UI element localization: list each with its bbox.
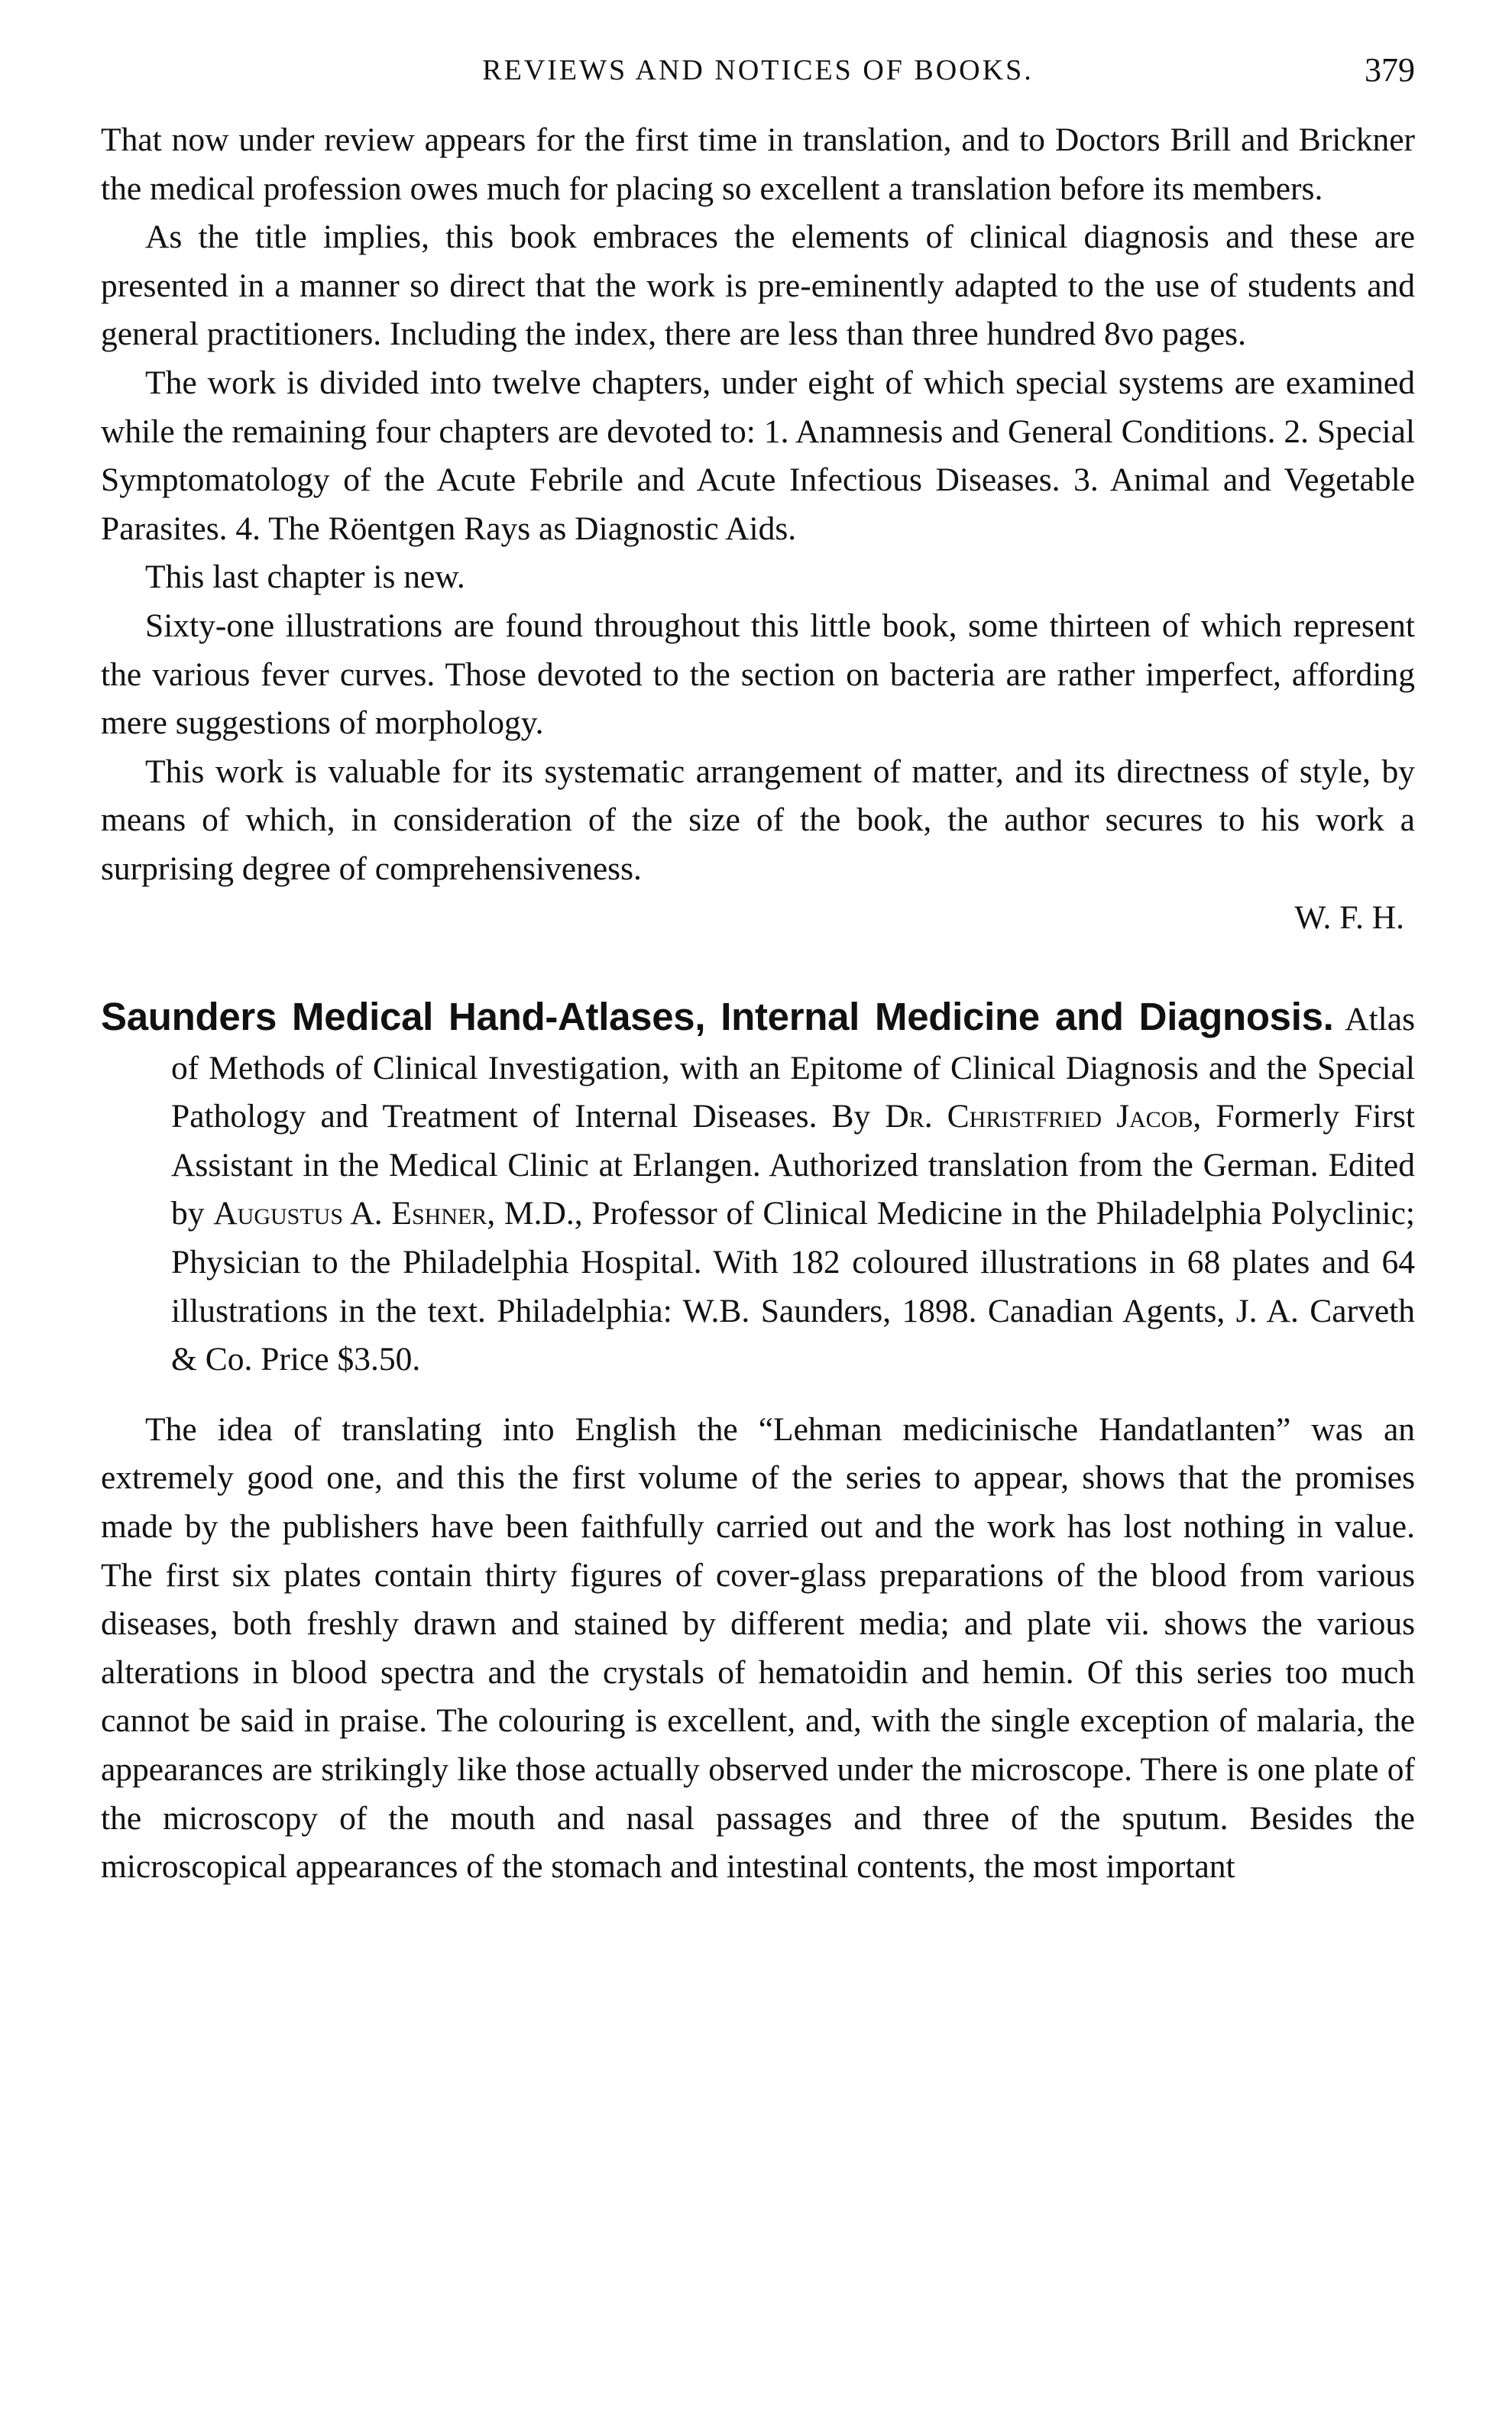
running-head — [101, 46, 1415, 99]
running-title: REVIEWS AND NOTICES OF BOOKS. — [482, 54, 1034, 86]
review-paragraph: Sixty-one illustrations are found throughout this little book, some thirteen of which represent the various fever curves. Those devoted to the section on bacteria are rather imperfect, affording mere suggestions of morphology. — [101, 607, 1415, 742]
review-paragraph: The idea of translating into English the “Lehman medicinische Handatlanten” was an extremely good one, and this the first volume of the series to appear, shows that the promises made by the publishers have been faithfully carried out and the work has lost nothing in value. The first six plates contain thirty figures of cover-glass preparations of the blood from various diseases, both freshly drawn and stained by different media; and plate vii. shows the various alterations in blood spectra and the crystals of hematoidin and hemin. Of this series too much cannot be said in praise. The colouring is excellent, and, with the single exception of malaria, the appearances are strikingly like those actually observed under the microscope. There is one plate of the microscopy of the mouth and nasal passages and three of the sputum. Besides the microscopical appearances of the stomach and intestinal contents, the most important — [101, 1410, 1415, 1886]
reviewer-initials: W. F. H. — [1294, 899, 1404, 936]
book-author: Dr. Christfried Jacob — [885, 1098, 1193, 1135]
page-number: 379 — [1365, 51, 1415, 89]
review-paragraph: The work is divided into twelve chapters, under eight of which special systems are examined while the remaining four chapters are devoted to: 1. Anamnesis and General Conditions. 2. Special Symptomatology of the Acute Febrile and Acute Infectious Diseases. 3. Animal and Vegetable Parasites. 4. The Röentgen Rays as Diagnostic Aids. — [101, 364, 1415, 547]
book-title: Saunders Medical Hand-Atlases, Internal Medicine and Diagnosis. — [101, 995, 1334, 1039]
book-editor: Augustus A. Eshner — [213, 1195, 487, 1232]
book-description: , Formerly First Assistant in the Medical Clinic at Erlangen. Authorized translation from the German. Edited by — [171, 1098, 1415, 1232]
book-description: Atlas of Methods of Clinical Investigation, with an Epitome of Clinical Diagnosis and the Special Pathology and Treatment of Internal Diseases. By — [171, 1001, 1416, 1135]
review-paragraph: That now under review appears for the first time in translation, and to Doctors Brill and Brickner the medical profession owes much for placing so excellent a translation before its members. — [101, 121, 1415, 207]
review-paragraph: This work is valuable for its systematic arrangement of matter, and its directness of style, by means of which, in consideration of the size of the book, the author secures to his work a surprising degree of comprehensiveness. — [101, 753, 1415, 887]
review-paragraph: As the title implies, this book embraces the elements of clinical diagnosis and these are presented in a manner so direct that the work is pre-eminently adapted to the use of students and general practitioners. Including the index, there are less than three hundred 8vo pages. — [101, 219, 1415, 353]
book-page — [101, 46, 1415, 1892]
book-description: , M.D., Professor of Clinical Medicine in the Philadelphia Polyclinic; Physician to the Philadelphia Hospital. With 182 coloured illustrations in 68 plates and 64 illustrations in the text. Philadelphia: W.B. Saunders, 1898. Canadian Agents, J. A. Carveth & Co. Price $3.50. — [171, 1195, 1416, 1378]
review-paragraph: This last chapter is new. — [145, 559, 465, 596]
reviewer-signoff — [101, 894, 1415, 943]
book-entry — [101, 992, 1415, 1384]
